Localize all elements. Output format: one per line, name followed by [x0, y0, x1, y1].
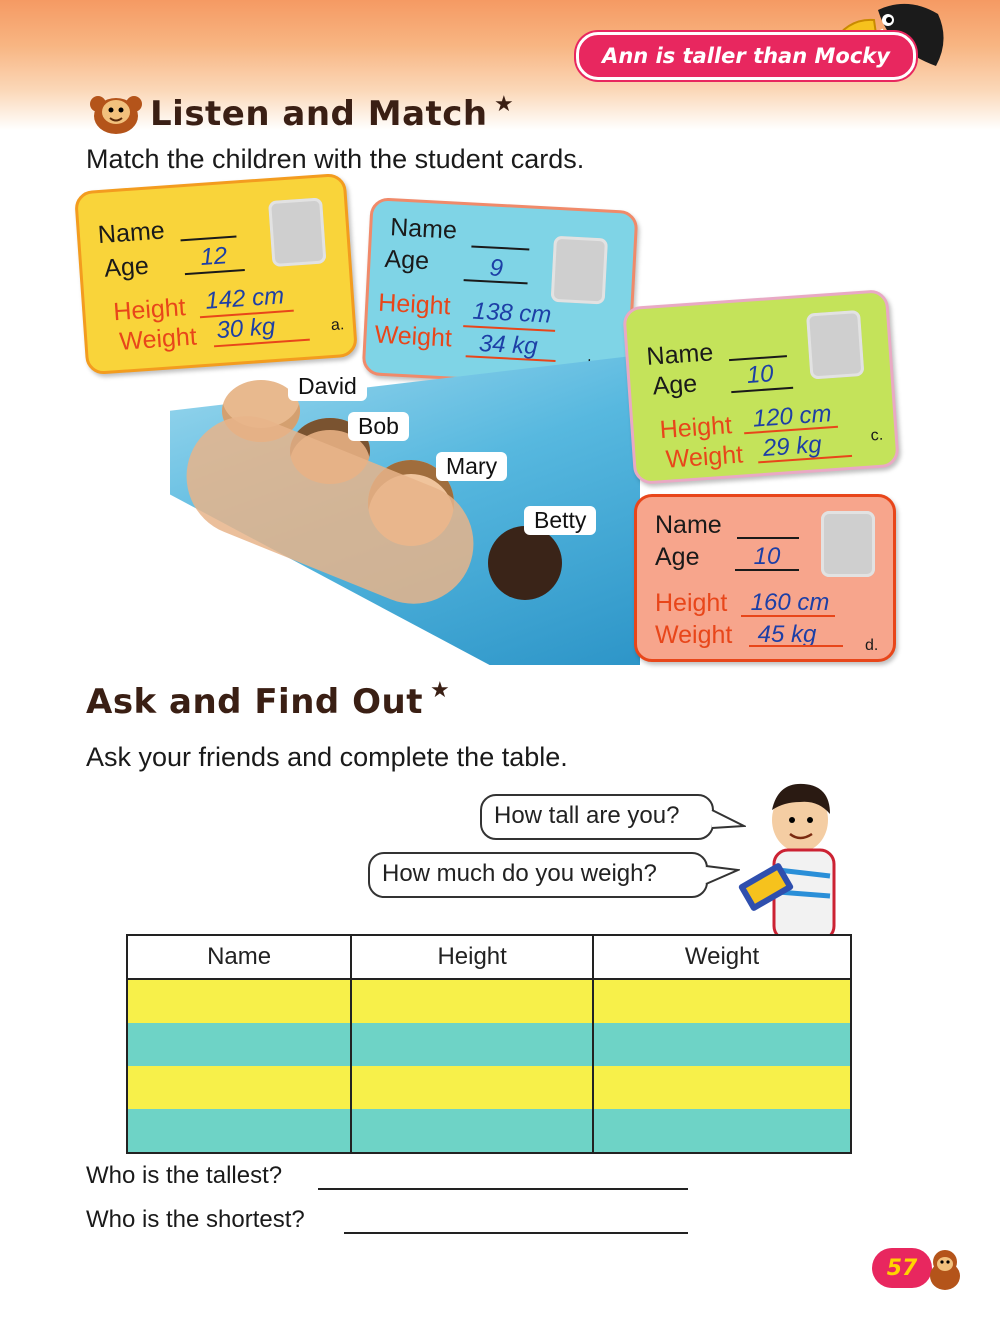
table-cell[interactable]: [351, 1023, 593, 1066]
table-cell[interactable]: [127, 1023, 351, 1066]
question-shortest: Who is the shortest?: [86, 1206, 305, 1233]
monkey-icon: [88, 86, 144, 136]
table-cell[interactable]: [593, 1066, 851, 1109]
answer-line-shortest[interactable]: [344, 1232, 688, 1234]
question-tallest: Who is the tallest?: [86, 1162, 283, 1189]
student-card-c: Name Age 10 Height 120 cm Weight 29 kg c.: [622, 289, 900, 485]
student-card-a: Name Age 12 Height 142 cm Weight 30 kg a.: [74, 173, 358, 376]
page-number: 57: [872, 1248, 932, 1288]
boy-reading-icon: [738, 780, 848, 940]
instruction-complete: Ask your friends and complete the table.: [86, 742, 568, 772]
table-cell[interactable]: [127, 1109, 351, 1153]
table-cell[interactable]: [593, 1023, 851, 1066]
section-title-listen: Listen and Match: [150, 94, 488, 134]
table-cell[interactable]: [351, 1109, 593, 1153]
column-header-name: Name: [127, 935, 351, 979]
monkey-icon: [924, 1246, 966, 1292]
bubble-tail-icon: [704, 862, 740, 890]
card-tag-d: d.: [865, 637, 879, 654]
table-row: [127, 979, 851, 1023]
table-cell[interactable]: [351, 1066, 593, 1109]
survey-table: [126, 934, 852, 1154]
instruction-match: Match the children with the student cards.: [86, 144, 585, 174]
table-row: [127, 1109, 851, 1153]
column-header-height: Height: [351, 935, 593, 979]
speech-bubble-weight: How much do you weigh?: [368, 852, 708, 898]
name-tag-david: David: [288, 372, 367, 401]
speech-bubble-height: How tall are you?: [480, 794, 714, 840]
section-title-ask: Ask and Find Out: [86, 682, 423, 722]
card-tag-a: a.: [330, 316, 345, 335]
table-row: [127, 1066, 851, 1109]
table-cell[interactable]: [127, 1066, 351, 1109]
table-cell[interactable]: [127, 979, 351, 1023]
unit-title-pill: Ann is taller than Mocky: [576, 32, 916, 80]
star-icon: ★: [494, 92, 514, 117]
child-head-betty: [488, 526, 562, 600]
name-tag-mary: Mary: [436, 452, 507, 481]
student-card-d: Name Age 10 Height 160 cm Weight 45 kg d.: [634, 494, 896, 662]
name-tag-bob: Bob: [348, 412, 409, 441]
column-header-weight: Weight: [593, 935, 851, 979]
card-tag-c: c.: [870, 426, 884, 445]
student-card-b: Name Age 9 Height 138 cm Weight 34 kg: [362, 197, 639, 389]
table-row: [127, 1023, 851, 1066]
table-cell[interactable]: [593, 1109, 851, 1153]
table-cell[interactable]: [351, 979, 593, 1023]
table-cell[interactable]: [593, 979, 851, 1023]
star-icon: ★: [430, 678, 450, 703]
name-tag-betty: Betty: [524, 506, 596, 535]
answer-line-tallest[interactable]: [318, 1188, 688, 1190]
